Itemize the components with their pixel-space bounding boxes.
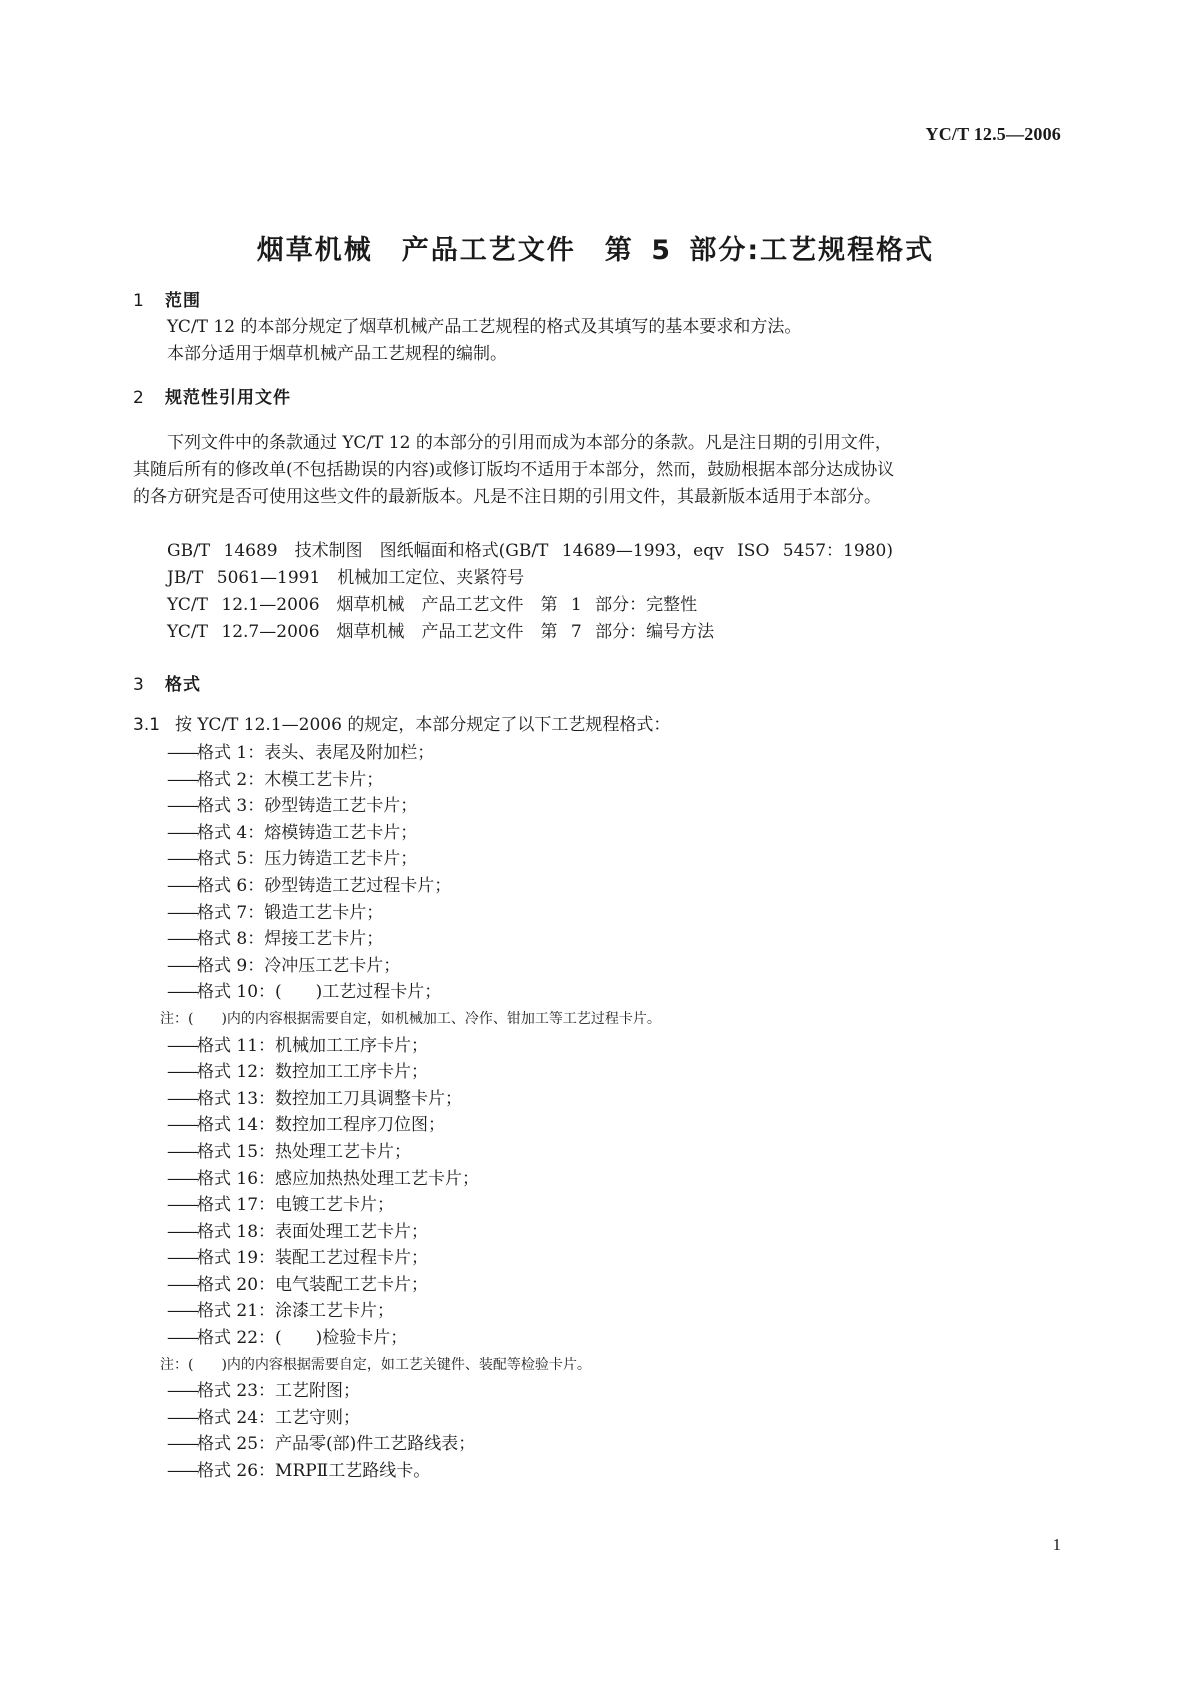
em-dash: —— [167,769,197,790]
em-dash: —— [167,982,197,1003]
format-item-8: ——格式 8：焊接工艺卡片； [167,929,384,950]
format-item-25: ——格式 25：产品零(部)件工艺路线表； [167,1434,476,1455]
format-item-13: ——格式 13：数控加工刀具调整卡片； [167,1088,463,1109]
section-title: 规范性引用文件 [165,388,291,408]
em-dash: —— [167,1141,197,1162]
em-dash: —— [167,1274,197,1295]
em-dash: —— [167,929,197,950]
format-item-14: ——格式 14：数控加工程序刀位图； [167,1115,446,1136]
normative-refs-intro [133,430,1063,511]
em-dash: —— [167,1088,197,1109]
intro-line: 下列文件中的条款通过 YC/T 12 的本部分的引用而成为本部分的条款。凡是注日期的引用文件， [167,433,892,453]
format-item-5: ——格式 5：压力铸造工艺卡片； [167,849,418,870]
format-item-16: ——格式 16：感应加热热处理工艺卡片； [167,1168,480,1189]
reference-list [167,538,893,646]
em-dash: —— [167,1195,197,1216]
format-item-23: ——格式 23：工艺附图； [167,1381,361,1402]
note: 注：( )内的内容根据需要自定，如工艺关键件、装配等检验卡片。 [160,1356,591,1373]
em-dash: —— [167,955,197,976]
reference-item: YC/T 12.1—2006 烟草机械 产品工艺文件 第 1 部分：完整性 [167,595,698,615]
format-item-9: ——格式 9：冷冲压工艺卡片； [167,955,401,976]
format-item-24: ——格式 24：工艺守则； [167,1407,361,1428]
em-dash: —— [167,849,197,870]
em-dash: —— [167,1115,197,1136]
format-item-12: ——格式 12：数控加工工序卡片； [167,1062,429,1083]
format-item-7: ——格式 7：锻造工艺卡片； [167,902,384,923]
section-title: 格式 [165,675,201,695]
format-item-4: ——格式 4：熔模铸造工艺卡片； [167,822,418,843]
clause-3-1 [133,712,670,739]
format-item-6: ——格式 6：砂型铸造工艺过程卡片； [167,875,452,896]
em-dash: —— [167,1461,197,1482]
format-item-20: ——格式 20：电气装配工艺卡片； [167,1274,429,1295]
section-number: 1 [133,291,145,311]
format-item-26: ——格式 26：MRPⅡ工艺路线卡。 [167,1461,431,1482]
scope-paragraph: YC/T 12 的本部分规定了烟草机械产品工艺规程的格式及其填写的基本要求和方法。 [167,317,802,337]
em-dash: —— [167,1062,197,1083]
em-dash: —— [167,1248,197,1269]
format-item-10: ——格式 10：( )工艺过程卡片； [167,982,442,1003]
document-title: 烟草机械 产品工艺文件 第 5 部分:工艺规程格式 [256,235,935,266]
em-dash: —— [167,875,197,896]
standard-code: YC/T 12.5—2006 [925,124,1061,144]
em-dash: —— [167,822,197,843]
scope-body [133,314,1063,368]
format-item-1: ——格式 1：表头、表尾及附加栏； [167,743,435,763]
em-dash: —— [167,743,197,763]
em-dash: —— [167,1381,197,1402]
format-item-22: ——格式 22：( )检验卡片； [167,1328,408,1349]
em-dash: —— [167,796,197,817]
reference-item: YC/T 12.7—2006 烟草机械 产品工艺文件 第 7 部分：编号方法 [167,622,715,642]
em-dash: —— [167,1407,197,1428]
em-dash: —— [167,1035,197,1056]
intro-line: 其随后所有的修改单(不包括勘误的内容)或修订版均不适用于本部分，然而，鼓励根据本部分达成协议 [133,460,895,480]
reference-item: GB/T 14689 技术制图 图纸幅面和格式(GB/T 14689—1993，eqv ISO 5457：1980) [167,541,893,561]
section-3-heading [133,670,201,695]
scope-paragraph: 本部分适用于烟草机械产品工艺规程的编制。 [167,344,507,364]
format-item-17: ——格式 17：电镀工艺卡片； [167,1195,395,1216]
section-number: 2 [133,388,145,408]
clause-text: 按 YC/T 12.1—2006 的规定，本部分规定了以下工艺规程格式： [175,715,671,735]
em-dash: —— [167,1328,197,1349]
section-2-heading [133,383,291,408]
format-item-21: ——格式 21：涂漆工艺卡片； [167,1301,395,1322]
em-dash: —— [167,1221,197,1242]
clause-number: 3.1 [133,715,161,735]
page-number: 1 [1052,1535,1061,1554]
em-dash: —— [167,1301,197,1322]
intro-line: 的各方研究是否可使用这些文件的最新版本。凡是不注日期的引用文件，其最新版本适用于本部分。 [133,487,881,507]
note: 注：( )内的内容根据需要自定，如机械加工、冷作、钳加工等工艺过程卡片。 [160,1010,661,1027]
format-item-19: ——格式 19：装配工艺过程卡片； [167,1248,429,1269]
format-item-11: ——格式 11：机械加工工序卡片； [167,1035,429,1056]
reference-item: JB/T 5061—1991 机械加工定位、夹紧符号 [167,568,525,588]
section-1-heading [133,286,201,311]
em-dash: —— [167,1168,197,1189]
format-item-2: ——格式 2：木模工艺卡片； [167,769,384,790]
section-number: 3 [133,675,145,695]
format-item-15: ——格式 15：热处理工艺卡片； [167,1141,412,1162]
em-dash: —— [167,1434,197,1455]
em-dash: —— [167,902,197,923]
section-title: 范围 [165,291,201,311]
format-item-18: ——格式 18：表面处理工艺卡片； [167,1221,429,1242]
format-item-3: ——格式 3：砂型铸造工艺卡片； [167,796,418,817]
format-list [160,740,661,1485]
